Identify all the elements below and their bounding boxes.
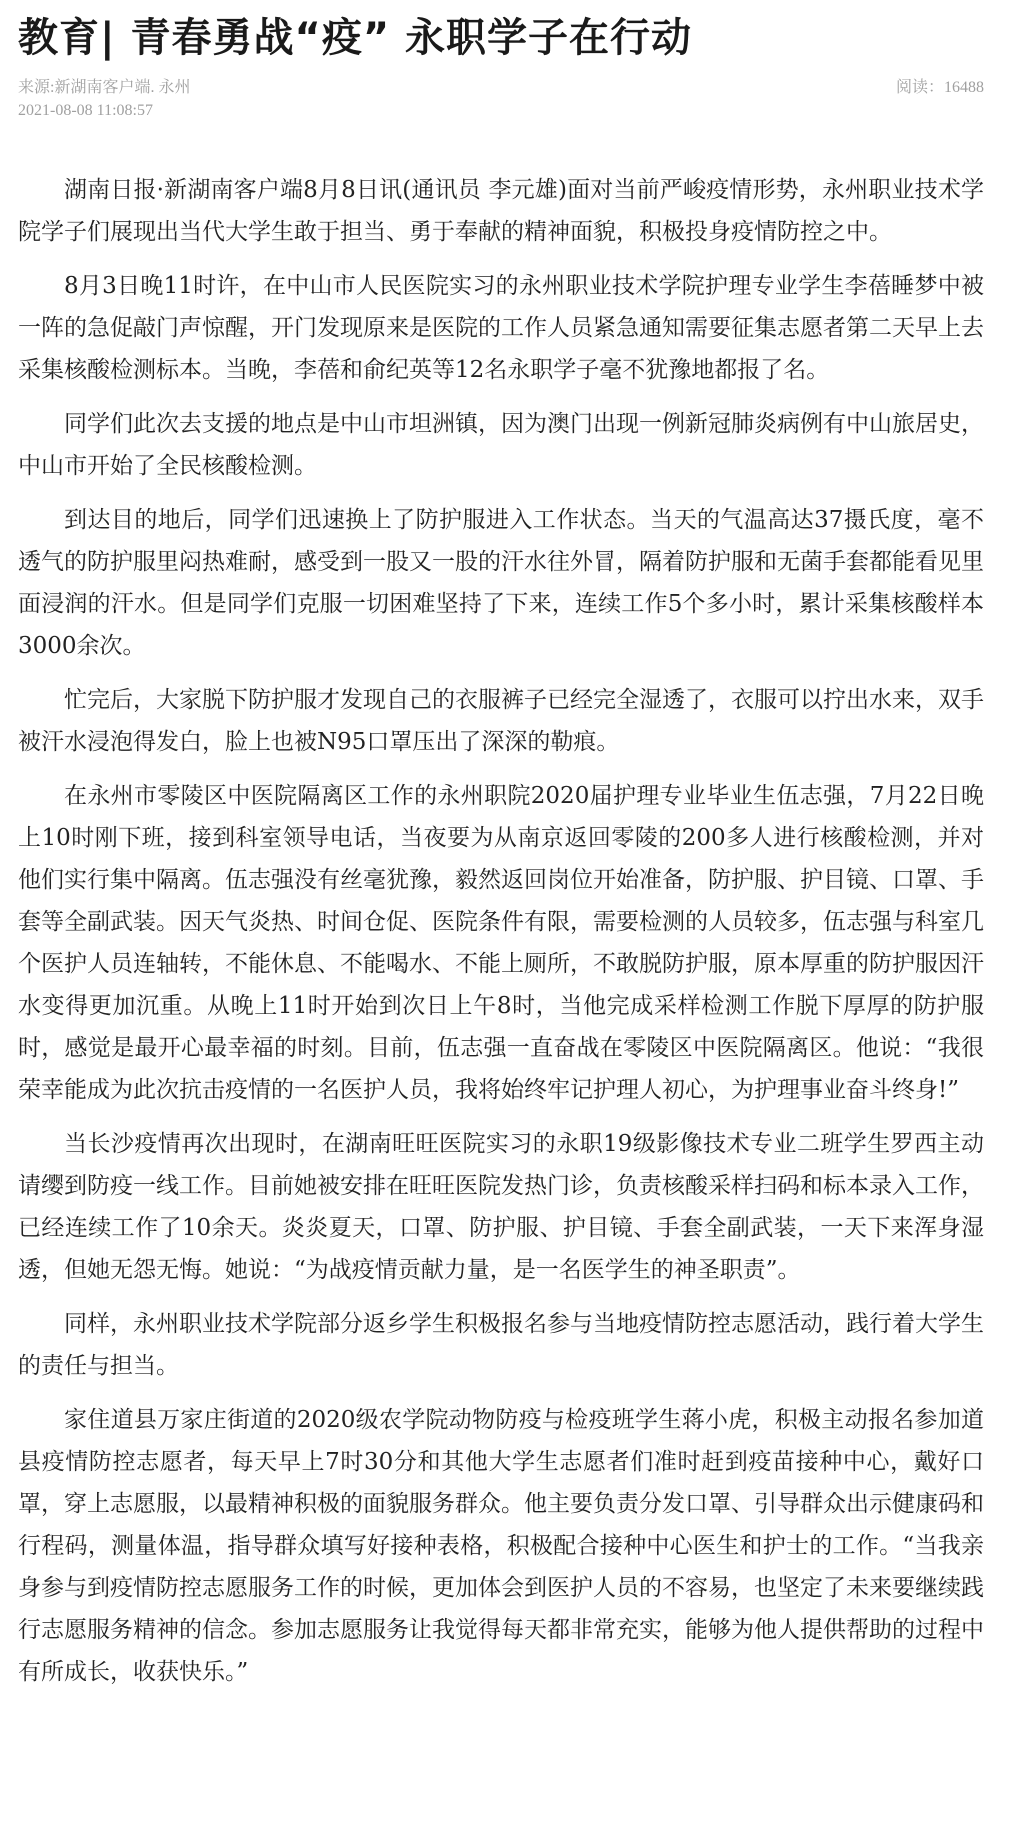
- read-count: [896, 76, 984, 99]
- article-source: 来源:新湖南客户端. 永州: [18, 79, 191, 96]
- article-paragraph: 同样，永州职业技术学院部分返乡学生积极报名参与当地疫情防控志愿活动，践行着大学生的责任与担当。: [18, 1311, 984, 1379]
- read-count-label: 阅读：: [895, 79, 944, 96]
- article-title: 教育| 青春勇战“疫” 永职学子在行动: [18, 15, 693, 61]
- article-body: [18, 169, 984, 1693]
- article-paragraph: 当长沙疫情再次出现时，在湖南旺旺医院实习的永职19级影像技术专业二班学生罗西主动请缨到防疫一线工作。目前她被安排在旺旺医院发热门诊，负责核酸采样扫码和标本录入工作，已经连续工作了10余天。炎炎夏天，口罩、防护服、护目镜、手套全副武装，一天下来浑身湿透，但她无怨无悔。她说：“为战疫情贡献力量，是一名医学生的神圣职责”。: [18, 1131, 984, 1283]
- article-datetime: 2021-08-08 11:08:57: [18, 102, 153, 119]
- article-paragraph: 到达目的地后，同学们迅速换上了防护服进入工作状态。当天的气温高达37摄氏度，毫不透气的防护服里闷热难耐，感受到一股又一股的汗水往外冒，隔着防护服和无菌手套都能看见里面浸润的汗水。但是同学们克服一切困难坚持了下来，连续工作5个多小时，累计采集核酸样本3000余次。: [18, 507, 984, 659]
- article-meta: [18, 76, 984, 126]
- article-paragraph: 忙完后，大家脱下防护服才发现自己的衣服裤子已经完全湿透了，衣服可以拧出水来，双手被汗水浸泡得发白，脸上也被N95口罩压出了深深的勒痕。: [18, 687, 984, 755]
- article-paragraph: 家住道县万家庄街道的2020级农学院动物防疫与检疫班学生蒋小虎，积极主动报名参加道县疫情防控志愿者，每天早上7时30分和其他大学生志愿者们准时赶到疫苗接种中心，戴好口罩，穿上志愿服，以最精神积极的面貌服务群众。他主要负责分发口罩、引导群众出示健康码和行程码，测量体温，指导群众填写好接种表格，积极配合接种中心医生和护士的工作。“当我亲身参与到疫情防控志愿服务工作的时候，更加体会到医护人员的不容易，也坚定了未来要继续践行志愿服务精神的信念。参加志愿服务让我觉得每天都非常充实，能够为他人提供帮助的过程中有所成长，收获快乐。”: [18, 1407, 984, 1685]
- meta-left: [18, 76, 190, 122]
- read-count-value: 16488: [944, 79, 984, 96]
- article-paragraph: 同学们此次去支援的地点是中山市坦洲镇，因为澳门出现一例新冠肺炎病例有中山旅居史，中山市开始了全民核酸检测。: [18, 411, 984, 479]
- article-paragraph: 湖南日报·新湖南客户端8月8日讯(通讯员 李元雄)面对当前严峻疫情形势，永州职业技术学院学子们展现出当代大学生敢于担当、勇于奉献的精神面貌，积极投身疫情防控之中。: [18, 177, 984, 245]
- article-paragraph: 8月3日晚11时许，在中山市人民医院实习的永州职业技术学院护理专业学生李蓓睡梦中被一阵的急促敲门声惊醒，开门发现原来是医院的工作人员紧急通知需要征集志愿者第二天早上去采集核酸检测标本。当晚，李蓓和俞纪英等12名永职学子毫不犹豫地都报了名。: [18, 273, 984, 383]
- article-paragraph: 在永州市零陵区中医院隔离区工作的永州职院2020届护理专业毕业生伍志强，7月22日晚上10时刚下班，接到科室领导电话，当夜要为从南京返回零陵的200多人进行核酸检测，并对他们实行集中隔离。伍志强没有丝毫犹豫，毅然返回岗位开始准备，防护服、护目镜、口罩、手套等全副武装。因天气炎热、时间仓促、医院条件有限，需要检测的人员较多，伍志强与科室几个医护人员连轴转，不能休息、不能喝水、不能上厕所，不敢脱防护服，原本厚重的防护服因汗水变得更加沉重。从晚上11时开始到次日上午8时，当他完成采样检测工作脱下厚厚的防护服时，感觉是最开心最幸福的时刻。目前，伍志强一直奋战在零陵区中医院隔离区。他说：“我很荣幸能成为此次抗击疫情的一名医护人员，我将始终牢记护理人初心，为护理事业奋斗终身!”: [18, 783, 984, 1103]
